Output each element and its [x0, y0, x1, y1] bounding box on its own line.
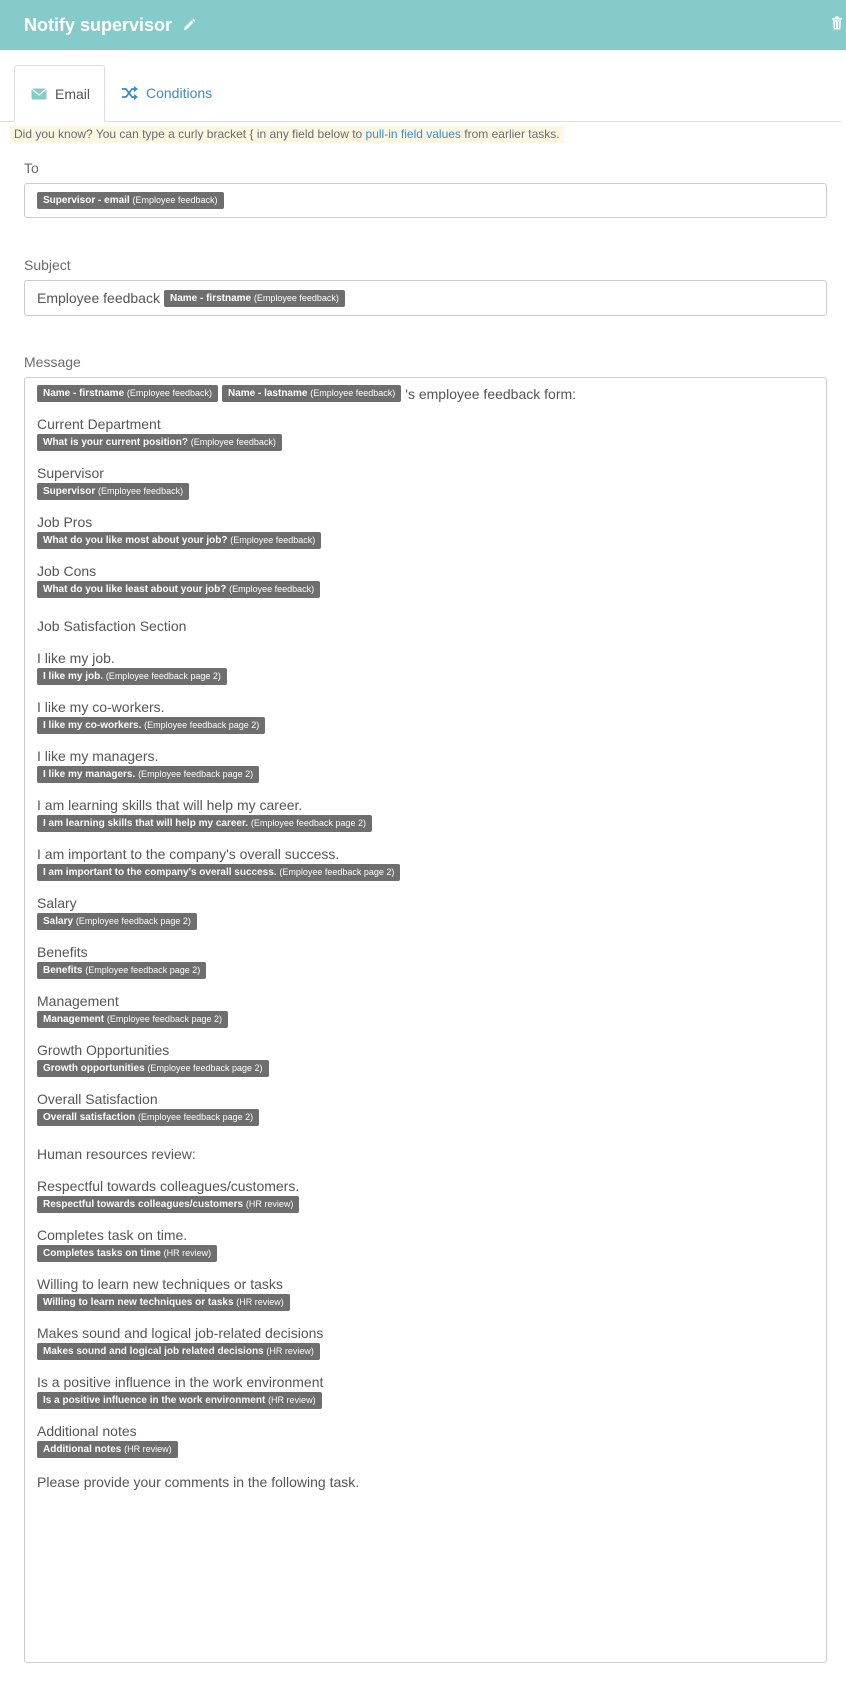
- pull-in-field-values-link[interactable]: pull-in field values: [365, 127, 461, 141]
- section-heading: Job Satisfaction Section: [37, 618, 187, 634]
- message-item: [37, 1422, 814, 1458]
- message-item-label: I like my job.: [37, 650, 115, 666]
- pill-source: (Employee feedback): [126, 388, 212, 398]
- field-value-pill[interactable]: [37, 581, 320, 598]
- pill-source: (HR review): [124, 1444, 172, 1454]
- pill-name: Supervisor - email: [43, 195, 130, 207]
- message-item: [37, 894, 814, 930]
- field-value-pill[interactable]: [37, 1060, 269, 1077]
- pill-name: I like my managers.: [43, 769, 136, 780]
- pill-source: (Employee feedback page 2): [279, 867, 395, 877]
- message-item: [37, 747, 814, 783]
- shuffle-icon: [122, 86, 138, 100]
- message-item-label: Completes task on time.: [37, 1227, 188, 1243]
- pencil-icon[interactable]: [182, 18, 196, 32]
- pill-name: Willing to learn new techniques or tasks: [43, 1297, 234, 1308]
- trash-icon[interactable]: [831, 16, 843, 30]
- pill-source: (HR review): [268, 1395, 316, 1405]
- section-heading: Human resources review:: [37, 1146, 196, 1162]
- message-item-label: I am learning skills that will help my career.: [37, 797, 303, 813]
- field-value-pill[interactable]: [164, 290, 345, 307]
- field-value-pill[interactable]: [37, 532, 321, 549]
- message-item: [37, 1324, 814, 1360]
- message-item-label: Job Cons: [37, 563, 97, 579]
- field-value-pill[interactable]: [37, 1392, 322, 1409]
- pill-name: Is a positive influence in the work environment: [43, 1395, 266, 1406]
- subject-label: Subject: [24, 257, 71, 273]
- pill-name: Additional notes: [43, 1444, 122, 1455]
- pill-name: Respectful towards colleagues/customers: [43, 1199, 244, 1210]
- subject-text: Employee feedback: [37, 290, 160, 306]
- message-item-label: Job Pros: [37, 514, 93, 530]
- message-item-label: I like my managers.: [37, 748, 159, 764]
- closing-text: Please provide your comments in the following task.: [37, 1474, 360, 1490]
- envelope-icon: [31, 88, 47, 100]
- tab-email-label: Email: [55, 85, 91, 102]
- pill-source: (Employee feedback page 2): [75, 916, 191, 926]
- tip-prefix: Did you know? You can type a curly bracket { in any field below to: [14, 127, 366, 141]
- tip-suffix: from earlier tasks.: [460, 127, 560, 141]
- pill-name: I am learning skills that will help my career.: [43, 818, 249, 829]
- pill-name: Name - firstname: [43, 388, 125, 399]
- message-label: Message: [24, 354, 81, 370]
- pill-source: (Employee feedback): [310, 388, 396, 398]
- to-label: To: [24, 160, 39, 176]
- message-first-line-suffix: 's employee feedback form:: [405, 385, 577, 402]
- pill-name: What is your current position?: [43, 437, 189, 448]
- pill-source: (Employee feedback page 2): [250, 818, 366, 828]
- message-item-label: Is a positive influence in the work environment: [37, 1374, 324, 1390]
- field-value-pill[interactable]: [37, 1245, 217, 1262]
- field-value-pill[interactable]: [37, 1109, 259, 1126]
- message-field[interactable]: [24, 377, 827, 1663]
- pill-source: (Employee feedback page 2): [106, 1014, 222, 1024]
- message-item: [37, 992, 814, 1028]
- field-value-pill[interactable]: [37, 1011, 228, 1028]
- message-item-label: Current Department: [37, 416, 161, 432]
- pill-source: (Employee feedback): [229, 584, 315, 594]
- field-value-pill[interactable]: [222, 385, 401, 402]
- message-item: [37, 1275, 814, 1311]
- field-value-pill[interactable]: [37, 766, 259, 783]
- field-value-pill[interactable]: [37, 864, 400, 881]
- message-item: [37, 415, 814, 451]
- message-item: [37, 796, 814, 832]
- pill-name: What do you like most about your job?: [43, 535, 228, 546]
- pill-source: (Employee feedback): [230, 535, 316, 545]
- message-item-label: Overall Satisfaction: [37, 1091, 158, 1107]
- pill-name: Benefits: [43, 965, 83, 976]
- message-first-line: [37, 385, 814, 402]
- pill-source: (Employee feedback page 2): [105, 671, 221, 681]
- message-item-label: Salary: [37, 895, 77, 911]
- message-item-label: I like my co-workers.: [37, 699, 165, 715]
- message-item: [37, 1226, 814, 1262]
- message-item-label: Additional notes: [37, 1423, 137, 1439]
- pill-name: Completes tasks on time: [43, 1248, 161, 1259]
- field-value-pill[interactable]: [37, 717, 265, 734]
- pill-name: I am important to the company's overall success.: [43, 867, 277, 878]
- pill-name: Name - firstname: [169, 292, 252, 304]
- pill-source: (Employee feedback page 2): [85, 965, 201, 975]
- message-item: [37, 1041, 814, 1077]
- tab-conditions[interactable]: [122, 65, 212, 121]
- pill-source: (HR review): [163, 1248, 212, 1258]
- pill-name: Makes sound and logical job related decisions: [43, 1346, 264, 1357]
- message-item-label: Respectful towards colleagues/customers.: [37, 1178, 300, 1194]
- message-item: [37, 1373, 814, 1409]
- pill-source: (Employee feedback page 2): [144, 720, 260, 730]
- pill-source: (HR review): [266, 1346, 314, 1356]
- pill-source: (HR review): [245, 1199, 294, 1209]
- message-item-label: Growth Opportunities: [37, 1042, 170, 1058]
- task-title: Notify supervisor: [24, 14, 173, 35]
- pill-name: I like my job.: [43, 671, 104, 682]
- pill-source: (Employee feedback): [190, 437, 276, 447]
- field-value-pill[interactable]: [37, 1343, 320, 1360]
- pill-name: Management: [43, 1014, 105, 1025]
- message-item-label: Benefits: [37, 944, 88, 960]
- message-item: [37, 562, 814, 598]
- message-item: [37, 649, 814, 685]
- to-field[interactable]: [24, 183, 827, 218]
- pill-source: (Employee feedback page 2): [138, 769, 254, 779]
- pill-name: Overall satisfaction: [43, 1112, 136, 1123]
- message-item-label: Management: [37, 993, 119, 1009]
- pill-name: What do you like least about your job?: [43, 584, 227, 595]
- pill-source: (Employee feedback): [98, 486, 184, 496]
- field-value-pill[interactable]: [37, 913, 197, 930]
- message-item: [37, 464, 814, 500]
- task-tabs: [0, 65, 841, 122]
- message-item: [37, 1090, 814, 1126]
- field-value-pill[interactable]: [37, 1294, 290, 1311]
- pill-source: (Employee feedback): [132, 195, 218, 206]
- field-value-pill[interactable]: [37, 483, 189, 500]
- pill-name: Salary: [43, 916, 74, 927]
- tab-email[interactable]: [14, 65, 105, 122]
- pill-source: (Employee feedback page 2): [147, 1063, 263, 1073]
- message-item-label: Supervisor: [37, 465, 104, 481]
- field-value-pill[interactable]: [37, 434, 282, 451]
- field-value-pill[interactable]: [37, 192, 224, 209]
- pill-source: (Employee feedback page 2): [138, 1112, 254, 1122]
- pill-name: Supervisor: [43, 486, 96, 497]
- tip-banner: [10, 126, 564, 143]
- field-value-pill[interactable]: [37, 1196, 299, 1213]
- message-item: [37, 943, 814, 979]
- message-item: [37, 845, 814, 881]
- tab-conditions-label: Conditions: [146, 85, 213, 101]
- field-value-pill[interactable]: [37, 668, 227, 685]
- pill-name: I like my co-workers.: [43, 720, 142, 731]
- message-item: [37, 513, 814, 549]
- pill-name: Growth opportunities: [43, 1063, 145, 1074]
- message-item: [37, 1177, 814, 1213]
- field-value-pill[interactable]: [37, 385, 218, 402]
- task-header: [0, 0, 846, 50]
- message-item: [37, 698, 814, 734]
- pill-source: (HR review): [236, 1297, 284, 1307]
- pill-name: Name - lastname: [227, 388, 308, 399]
- field-value-pill[interactable]: [37, 1441, 178, 1458]
- field-value-pill[interactable]: [37, 962, 206, 979]
- message-item-label: I am important to the company's overall success.: [37, 846, 340, 862]
- message-item-label: Makes sound and logical job-related decisions: [37, 1325, 324, 1341]
- pill-source: (Employee feedback): [253, 292, 339, 303]
- message-item-label: Willing to learn new techniques or tasks: [37, 1276, 283, 1292]
- field-value-pill[interactable]: [37, 815, 372, 832]
- subject-field[interactable]: [24, 280, 827, 316]
